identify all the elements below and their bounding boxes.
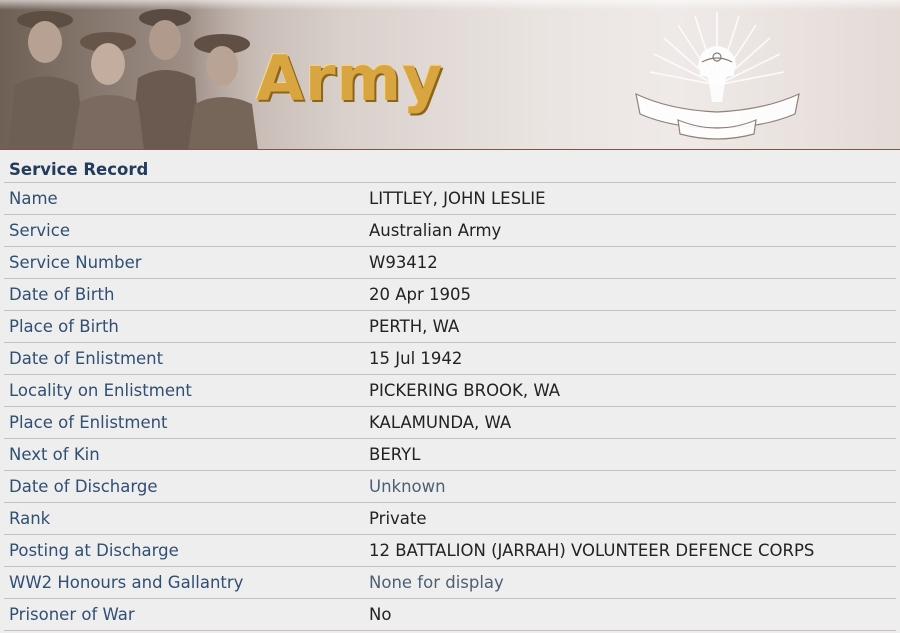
service-record-header-row bbox=[4, 154, 896, 183]
table-row bbox=[4, 215, 896, 247]
table-row bbox=[4, 599, 896, 631]
table-row bbox=[4, 567, 896, 599]
table-row bbox=[4, 183, 896, 215]
field-value: Australian Army bbox=[364, 215, 896, 247]
field-label: WW2 Honours and Gallantry bbox=[4, 567, 364, 599]
field-value: Unknown bbox=[364, 471, 896, 503]
field-value: BERYL bbox=[364, 439, 896, 471]
honours-link[interactable]: None for display bbox=[364, 567, 896, 599]
service-record-table bbox=[4, 154, 896, 631]
field-value: KALAMUNDA, WA bbox=[364, 407, 896, 439]
field-label: Service bbox=[4, 215, 364, 247]
table-row bbox=[4, 503, 896, 535]
table-row bbox=[4, 407, 896, 439]
table-row bbox=[4, 439, 896, 471]
soldiers-photo bbox=[0, 0, 270, 150]
field-label: Locality on Enlistment bbox=[4, 375, 364, 407]
table-row bbox=[4, 375, 896, 407]
banner-divider bbox=[0, 149, 900, 150]
field-label: Name bbox=[4, 183, 364, 215]
field-label: Next of Kin bbox=[4, 439, 364, 471]
field-value: LITTLEY, JOHN LESLIE bbox=[364, 183, 896, 215]
field-label: Prisoner of War bbox=[4, 599, 364, 631]
field-label: Place of Enlistment bbox=[4, 407, 364, 439]
field-value: Private bbox=[364, 503, 896, 535]
field-value: PERTH, WA bbox=[364, 311, 896, 343]
service-record-heading: Service Record bbox=[4, 154, 896, 183]
field-label: Place of Birth bbox=[4, 311, 364, 343]
field-label: Date of Discharge bbox=[4, 471, 364, 503]
table-row bbox=[4, 471, 896, 503]
field-value: 15 Jul 1942 bbox=[364, 343, 896, 375]
table-row bbox=[4, 311, 896, 343]
field-label: Date of Enlistment bbox=[4, 343, 364, 375]
field-label: Service Number bbox=[4, 247, 364, 279]
field-value: 20 Apr 1905 bbox=[364, 279, 896, 311]
field-label: Posting at Discharge bbox=[4, 535, 364, 567]
rising-sun-badge-icon bbox=[630, 10, 805, 140]
army-banner bbox=[0, 0, 900, 150]
field-label: Rank bbox=[4, 503, 364, 535]
army-title: Army bbox=[256, 42, 444, 115]
field-value: W93412 bbox=[364, 247, 896, 279]
table-row bbox=[4, 343, 896, 375]
table-row bbox=[4, 247, 896, 279]
field-value: 12 BATTALION (JARRAH) VOLUNTEER DEFENCE CORPS bbox=[364, 535, 896, 567]
table-row bbox=[4, 535, 896, 567]
table-row bbox=[4, 279, 896, 311]
field-value: No bbox=[364, 599, 896, 631]
field-label: Date of Birth bbox=[4, 279, 364, 311]
field-value: PICKERING BROOK, WA bbox=[364, 375, 896, 407]
